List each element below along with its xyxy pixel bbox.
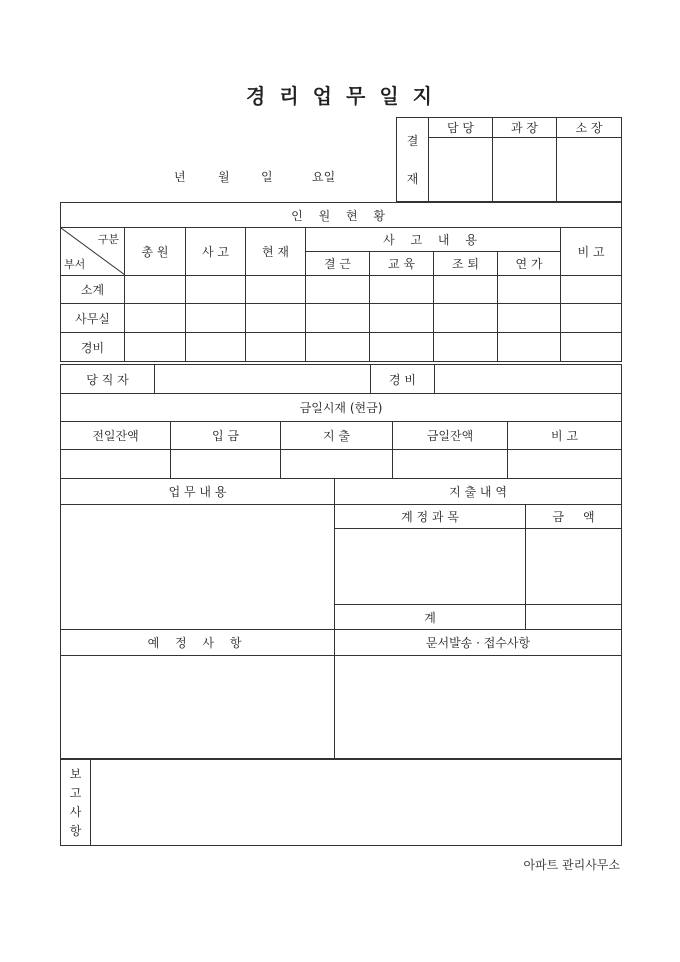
docs-title: 문서발송 · 접수사항 bbox=[335, 630, 622, 656]
cash-header-note: 비 고 bbox=[508, 422, 622, 450]
signature-box[interactable] bbox=[557, 138, 622, 202]
subheader-annual-leave: 연 가 bbox=[498, 252, 561, 276]
table-row bbox=[61, 276, 622, 304]
approval-role-chief: 과 장 bbox=[493, 118, 557, 138]
title-char: 일 bbox=[379, 84, 401, 108]
staff-section-title: 인 원 현 황 bbox=[61, 203, 622, 228]
guard-input[interactable] bbox=[435, 365, 622, 394]
expense-title: 지 출 내 역 bbox=[335, 479, 622, 505]
row-label: 경비 bbox=[61, 333, 125, 362]
title-char: 업 bbox=[312, 84, 334, 108]
work-expense-table bbox=[60, 478, 622, 759]
report-table bbox=[60, 759, 622, 846]
report-label: 보 고 사 항 bbox=[61, 760, 91, 846]
work-content-area[interactable] bbox=[61, 505, 335, 630]
page-title bbox=[0, 80, 680, 109]
schedule-title: 예 정 사 항 bbox=[61, 630, 335, 656]
table-row bbox=[61, 333, 622, 362]
expense-total-label: 계 bbox=[335, 605, 526, 630]
row-label: 소계 bbox=[61, 276, 125, 304]
header-total: 총 원 bbox=[125, 228, 186, 276]
corner-header: 구분 부서 bbox=[61, 228, 125, 276]
title-char: 리 bbox=[279, 84, 301, 108]
expense-account-header: 계 정 과 목 bbox=[335, 505, 526, 529]
subheader-early-leave: 조 퇴 bbox=[434, 252, 498, 276]
header-present: 현 재 bbox=[246, 228, 306, 276]
header-incident-details: 사 고 내 용 bbox=[306, 228, 561, 252]
approval-table bbox=[396, 117, 622, 202]
title-char: 지 bbox=[412, 84, 434, 108]
duty-label: 당 직 자 bbox=[61, 365, 155, 394]
subheader-training: 교 육 bbox=[370, 252, 434, 276]
docs-content-area[interactable] bbox=[335, 656, 622, 759]
cash-header-today-balance: 금일잔액 bbox=[393, 422, 508, 450]
date-month: 월 bbox=[218, 170, 230, 184]
subheader-absence: 결 근 bbox=[306, 252, 370, 276]
cash-table bbox=[60, 393, 622, 479]
table-row bbox=[61, 304, 622, 333]
guard-label: 경 비 bbox=[371, 365, 435, 394]
signature-box[interactable] bbox=[429, 138, 493, 202]
expense-total-value[interactable] bbox=[526, 605, 622, 630]
signature-box[interactable] bbox=[493, 138, 557, 202]
footer-office-name: 아파트 관리사무소 bbox=[523, 858, 620, 872]
header-incident: 사 고 bbox=[186, 228, 246, 276]
duty-table bbox=[60, 364, 622, 394]
expense-amount-header: 금 액 bbox=[526, 505, 622, 529]
approval-role-director: 소 장 bbox=[557, 118, 622, 138]
approval-side-label: 결 재 bbox=[397, 118, 429, 202]
work-title: 업 무 내 용 bbox=[61, 479, 335, 505]
cash-header-expense: 지 출 bbox=[281, 422, 393, 450]
header-note: 비 고 bbox=[561, 228, 622, 276]
expense-account-area[interactable] bbox=[335, 529, 526, 605]
title-char: 무 bbox=[346, 84, 368, 108]
date-day: 일 bbox=[261, 170, 273, 184]
cash-section-title: 금일시재 (현금) bbox=[61, 394, 622, 422]
expense-amount-area[interactable] bbox=[526, 529, 622, 605]
schedule-content-area[interactable] bbox=[61, 656, 335, 759]
row-label: 사무실 bbox=[61, 304, 125, 333]
duty-input[interactable] bbox=[155, 365, 371, 394]
report-content-area[interactable] bbox=[91, 760, 622, 846]
approval-role-manager: 담 당 bbox=[429, 118, 493, 138]
cash-header-deposit: 입 금 bbox=[171, 422, 281, 450]
staff-status-table bbox=[60, 202, 622, 362]
date-year: 년 bbox=[174, 170, 186, 184]
date-weekday: 요일 bbox=[312, 170, 336, 184]
title-char: 경 bbox=[246, 84, 268, 108]
cash-header-prev-balance: 전일잔액 bbox=[61, 422, 171, 450]
